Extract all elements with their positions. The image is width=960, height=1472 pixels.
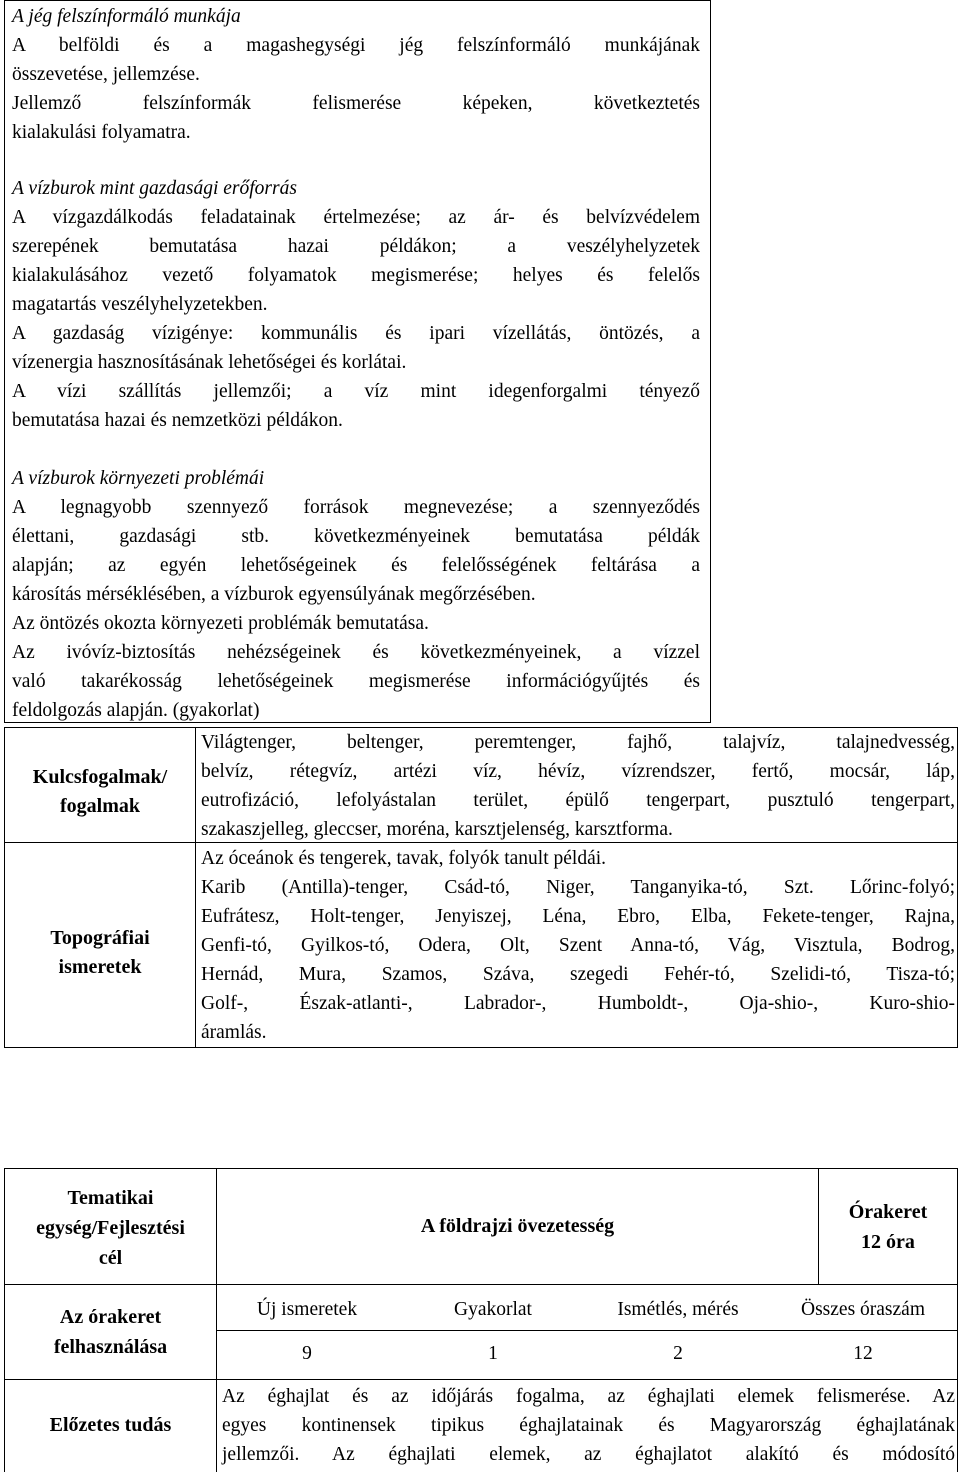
unit-label: Tematikai egység/Fejlesztési cél	[36, 1187, 185, 1269]
unit-border-row2	[216, 1330, 958, 1331]
text-line: kialakulásához vezető folyamatok megismerése; helyes és felelős	[12, 265, 700, 286]
section-heading: A jég felszínformáló munkája	[12, 6, 241, 27]
topo-line: Golf-, Észak-atlanti-, Labrador-, Humboldt-, Oja-shio-, Kuro-shio-	[201, 993, 955, 1014]
unit-border-row1	[4, 1284, 958, 1285]
text-line: A belföldi és a magashegységi jég felszínformáló munkájának	[12, 35, 700, 56]
prior-line: Az éghajlat és az időjárás fogalma, az éghajlati elemek felismerése. Az	[222, 1386, 955, 1407]
top-border-left	[4, 0, 5, 723]
usage-header-review: Ismétlés, mérés	[617, 1299, 739, 1320]
usage-header-practice: Gyakorlat	[454, 1299, 532, 1320]
topo-line: Karib (Antilla)-tenger, Csád-tó, Niger, Tanganyika-tó, Szt. Lőrinc-folyó;	[201, 877, 955, 898]
text-line: bemutatása hazai és nemzetközi példákon.	[12, 410, 343, 431]
text-line: A vízgazdálkodás feladatainak értelmezése; az ár- és belvízvédelem	[12, 207, 700, 228]
text-line: élettani, gazdasági stb. következményeinek bemutatása példák	[12, 526, 700, 547]
text-line: feldolgozás alapján. (gyakorlat)	[12, 700, 260, 721]
top-border-top	[4, 0, 711, 1]
hours-value: 12 óra	[861, 1231, 915, 1253]
hours-label: Órakeret	[848, 1201, 928, 1223]
concept-line: szakaszjelleg, gleccser, moréna, karsztjelenség, karsztforma.	[201, 819, 673, 840]
text-line: való takarékosság lehetőségeinek megismerése információgyűjtés és	[12, 671, 700, 692]
usage-label: Az órakeret felhasználása	[53, 1306, 168, 1358]
concept-line: Világtenger, beltenger, peremtenger, fajhő, talajvíz, talajnedvesség,	[201, 732, 955, 753]
concept-line: belvíz, rétegvíz, artézi víz, hévíz, vízrendszer, fertő, mocsár, láp,	[201, 761, 955, 782]
text-line: Jellemző felszínformák felismerése képeken, következtetés	[12, 93, 700, 114]
prior-knowledge-label: Előzetes tudás	[49, 1414, 172, 1436]
text-line: károsítás mérséklésében, a vízburok egyensúlyának megőrzésében.	[12, 584, 536, 605]
topo-line: Hernád, Mura, Szamos, Száva, szegedi Fehér-tó, Szelidi-tó, Tisza-tó;	[201, 964, 955, 985]
unit-title: A földrajzi övezetesség	[420, 1215, 615, 1237]
text-line: Az öntözés okozta környezeti problémák bemutatása.	[12, 613, 429, 634]
section-heading: A vízburok környezeti problémái	[12, 468, 265, 489]
topo-line: Az óceánok és tengerek, tavak, folyók tanult példái.	[201, 848, 607, 869]
text-line: A legnagyobb szennyező források megnevezése; a szennyeződés	[12, 497, 700, 518]
concept-line: eutrofizáció, lefolyástalan terület, épülő tengerpart, pusztuló tengerpart,	[201, 790, 955, 811]
text-line: alapján; az egyén lehetőségeinek és felelősségének feltárása a	[12, 555, 700, 576]
text-line: szerepének bemutatása hazai példákon; a veszélyhelyzetek	[12, 236, 700, 257]
prior-line: egyes kontinensek tipikus éghajlatainak és Magyarország éghajlatának	[222, 1415, 955, 1436]
topo-line: Genfi-tó, Gyilkos-tó, Odera, Olt, Szent Anna-tó, Vág, Visztula, Bodrog,	[201, 935, 955, 956]
environment-section	[12, 464, 700, 725]
top-border-right	[710, 0, 711, 723]
topografiai-content	[201, 844, 955, 1047]
kulcsfogalmak-label: Kulcsfogalmak/ fogalmak	[32, 766, 168, 817]
text-line: vízenergia hasznosításának lehetőségei és korlátai.	[12, 352, 407, 373]
water-resource-section	[12, 174, 700, 435]
hours-box	[819, 1197, 957, 1257]
section-heading: A vízburok mint gazdasági erőforrás	[12, 178, 297, 199]
mid-border-divider	[195, 727, 196, 1048]
text-line: A gazdaság vízigénye: kommunális és ipari vízellátás, öntözés, a	[12, 323, 700, 344]
usage-value-total: 12	[853, 1343, 873, 1364]
usage-value-practice: 1	[488, 1343, 498, 1364]
text-line: magatartás veszélyhelyzetekben.	[12, 294, 268, 315]
usage-header-total: Összes óraszám	[801, 1299, 925, 1320]
topo-line: áramlás.	[201, 1022, 267, 1043]
kulcsfogalmak-content	[201, 728, 955, 844]
usage-value-new: 9	[302, 1343, 312, 1364]
prior-knowledge-content	[222, 1382, 955, 1469]
glacier-section	[12, 2, 700, 147]
prior-line: jellemzői. Az éghajlati elemek, az éghajlatot alakító és módosító	[222, 1444, 955, 1465]
topografiai-label: Topográfiai ismeretek	[50, 927, 150, 978]
text-line: Az ivóvíz-biztosítás nehézségeinek és következményeinek, a vízzel	[12, 642, 700, 663]
text-line: A vízi szállítás jellemzői; a víz mint idegenforgalmi tényező	[12, 381, 700, 402]
text-line: kialakulási folyamatra.	[12, 122, 191, 143]
usage-header-new: Új ismeretek	[256, 1299, 358, 1320]
topo-line: Eufrátesz, Holt-tenger, Jenyiszej, Léna, Ebro, Elba, Fekete-tenger, Rajna,	[201, 906, 955, 927]
mid-border-bottom	[4, 1047, 958, 1048]
unit-border-top	[4, 1168, 958, 1169]
unit-border-row3	[4, 1379, 958, 1380]
text-line: összevetése, jellemzése.	[12, 64, 200, 85]
mid-border-right	[957, 727, 958, 1048]
usage-value-review: 2	[673, 1343, 683, 1364]
